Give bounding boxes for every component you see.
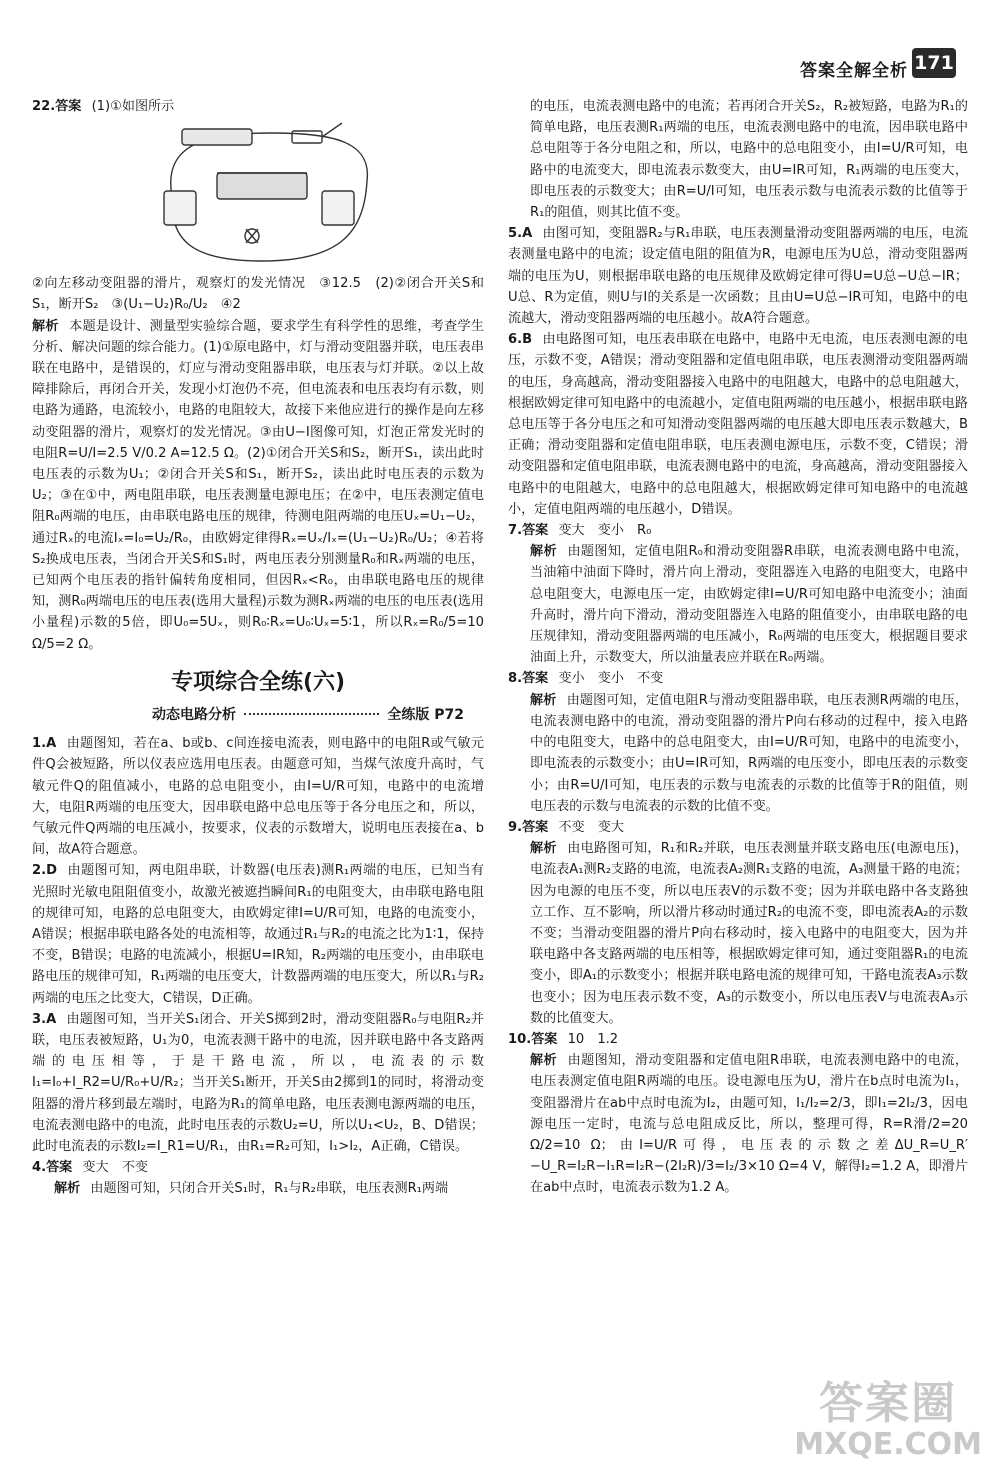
q10-analysis-text: 由题图知，滑动变阻器和定值电阻R串联，电流表测电路中的电流，电压表测定值电阻R两端的电压。设电源电压为U，滑片在b点时电流为I₁，变阻器滑片在ab中点时电流为I₂，由题可知，I₁/I₂=2/3，即I₁=2I₂/3，因电源电压一定时，电流与总电阻成反比，所以，整理可得，R=R滑/2=20 Ω/2=10 Ω；由I=U/R可得，电压表的示数之差ΔU_R=U_R′−U_R=I₂R−I₁R=I₂R−(2I₂R)/3=I₂/3×10 Ω=4 V，解得I₂=1.2 A，即滑片在ab中点时，电流表示数为1.2 A。: [530, 1053, 969, 1196]
q9-analysis: [508, 838, 968, 1029]
q2-text: 由题图可知，两电阻串联，计数器(电压表)测R₁两端的电压，已知当有光照时光敏电阻阻值变小，故激光被遮挡瞬间R₁的电阻变大，由串联电路电阻的规律可知，电路的总电阻变大，由欧姆定律I=U/R可知，电路的电流变小，A错误；根据串联电路各处的电流相等，故通过R₁与R₂的电流之比为1∶1，保持不变，B错误；电路的电流减小，根据U=IR知，R₂两端的电压变小，由串联电路电压的规律可知，R₁两端的电压变大，计数器两端的电压变大，所以R₁与R₂两端的电压之比变大，C错误，D正确。: [32, 863, 484, 1006]
q10-answer-text: 10 1.2: [567, 1031, 619, 1047]
q4-analysis: [32, 1178, 484, 1199]
circuit-diagram: [152, 121, 382, 271]
q9-label: 9.答案: [508, 819, 549, 835]
q4-label: 4.答案: [32, 1160, 73, 1176]
q10-analysis-label: 解析: [530, 1053, 557, 1069]
q5: [508, 223, 968, 329]
q8-analysis-text: 由题图可知，定值电阻R与滑动变阻器串联，电压表测R两端的电压，电流表测电路中的电流，滑动变阻器的滑片P向右移动的过程中，接入电路中的电阻变大，电路中的总电阻变大，由I=U/R可知，电路中的电流变小，即电流表的示数变小；由U=IR可知，R两端的电压变小，即电压表的示数变小；由R=U/I可知，电压表的示数与电流表的示数的比值等于R的阻值，则电压表的示数与电流表的示数的比值不变。: [530, 692, 968, 814]
dotted-leader: [244, 713, 379, 715]
q8-analysis-label: 解析: [530, 692, 557, 708]
left-column: [32, 96, 484, 1200]
q7-analysis-text: 由题图知，定值电阻R₀和滑动变阻器R串联，电流表测电路中电流，当油箱中油面下降时，滑片向上滑动，变阻器连入电路的电阻变大，电路中总电阻变大，电源电压一定，由欧姆定律I=U/R可知电路中电流变小；油面升高时，滑片向下滑动，滑动变阻器连入电路的阻值变小，由串联电路的电压规律知，滑动变阻器两端的电压减小，R₀两端的电压变大，根据题目要求油面上升，示数变大，所以油量表应并联在R₀两端。: [530, 544, 969, 666]
q6-label: 6.B: [508, 332, 533, 348]
header-title: 答案全解全析: [800, 61, 908, 81]
q9-answer: [508, 817, 968, 838]
q1-label: 1.A: [32, 736, 57, 752]
q1-text: 由题图知，若在a、b或b、c间连接电流表，则电路中的电阻R或气敏元件Q会被短路，所以仪表应选用电压表。由题意可知，当煤气浓度升高时，气敏元件Q的阻值减小，电路的总电阻变小，由I=U/R可知，电路中的电流增大，电阻R两端的电压变大，因串联电路中总电压等于各分电压之和，所以，气敏元件Q两端的电压减小，按要求，仪表的示数增大，说明电压表接在a、b间，故A符合题意。: [32, 736, 484, 858]
q10-analysis: [508, 1050, 968, 1198]
q22-analysis: [32, 316, 484, 655]
q1: [32, 733, 484, 860]
q9-analysis-label: 解析: [530, 841, 557, 857]
watermark-logo: 答案圈: [819, 1377, 958, 1429]
section-page-ref: 全练版 P72: [387, 707, 464, 724]
q22-analysis-text: 本题是设计、测量型实验综合题，要求学生有科学性的思维，考查学生分析、解决问题的综合能力。(1)①原电路中，灯与滑动变阻器并联，电压表串联在电路中，是错误的，灯应与滑动变阻器串联，电压表与灯并联。②以上故障排除后，再闭合开关，发现小灯泡仍不亮，但电流表和电压表均有示数，则电路为通路，电流较小，电路的电阻较大，故接下来他应进行的操作是向左移动变阻器的滑片，观察灯的发光情况。③由U−I图像可知，灯泡正常发光时的电阻R=U/I=2.5 V/0.2 A=12.5 Ω。(2)①闭合开关S和S₂，断开S₁，读出此时电压表的示数为U₁；②闭合开关S和S₁，断开S₂，读出此时电压表的示数为U₂；③在①中，两电阻串联，电压表测量电源电压；在②中，电压表测定值电阻R₀两端的电压，由串联电路电压的规律，待测电阻两端的电压Uₓ=U₁−U₂，通过Rₓ的电流Iₓ=I₀=U₂/R₀，由欧姆定律得Rₓ=Uₓ/Iₓ=(U₁−U₂)R₀/U₂；④若将S₂换成电压表，当闭合开关S和S₁时，两电压表分别测量R₀和Rₓ两端的电压，已知两个电压表的指针偏转角度相同，但因Rₓ<R₀，由串联电路电压的规律知，测R₀两端电压的电压表(选用大量程)示数为测Rₓ两端的电压的电压表(选用小量程)示数的5倍，即U₀=5Uₓ，则R₀∶Rₓ=U₀∶Uₓ=5∶1，所以Rₓ=R₀/5=10 Ω/5=2 Ω。: [32, 318, 485, 652]
q4-answer: [32, 1157, 484, 1178]
q22-answer: [32, 96, 484, 117]
q10-label: 10.答案: [508, 1031, 558, 1047]
q5-label: 5.A: [508, 226, 533, 242]
q3-label: 3.A: [32, 1011, 57, 1027]
q22-answer-part1: (1)①如图所示: [91, 99, 175, 114]
q2-label: 2.D: [32, 863, 57, 879]
q8-answer: [508, 668, 968, 689]
q8-answer-text: 变小 变小 不变: [558, 671, 664, 687]
q4-answer-text: 变大 不变: [82, 1160, 148, 1176]
watermark: [794, 1377, 982, 1462]
q9-answer-text: 不变 变大: [558, 819, 624, 835]
section-topic: 动态电路分析: [152, 707, 236, 724]
q22-answer-part2: ②向左移动变阻器的滑片，观察灯的发光情况 ③12.5 (2)②闭合开关S和S₁，断开S₂ ③(U₁−U₂)R₀/U₂ ④2: [32, 276, 484, 313]
q9-analysis-text: 由电路图可知，R₁和R₂并联，电压表测量并联支路电压(电源电压)，电流表A₁测R₂支路的电流，电流表A₂测R₁支路的电流，A₃测量干路的电流；因为电源的电压不变，所以电压表V的示数不变；因为并联电路中各支路独立工作、互不影响，所以滑片移动时通过R₂的电流不变，即电流表A₂的示数不变；当滑动变阻器的滑片P向右移动时，接入电路中的电阻变大，因为并联电路中各支路两端的电压相等，根据欧姆定律可知，通过变阻器R₁的电流变小，即A₁的示数变小；根据并联电路电流的规律可知，干路电流表A₃示数也变小；因为电压表示数不变，A₃的示数变小，所以电压表V与电流表A₃示数的比值变大。: [530, 841, 968, 1026]
q22-label: 22.答案: [32, 99, 82, 114]
q7-analysis-label: 解析: [530, 544, 557, 560]
q7-answer: [508, 520, 968, 541]
section-title: 专项综合全练(六): [170, 669, 346, 695]
q8-analysis: [508, 690, 968, 817]
q7-analysis: [508, 541, 968, 668]
section-subtitle: [32, 704, 484, 727]
q4-analysis-text: 由题图可知，只闭合开关S₁时，R₁与R₂串联，电压表测R₁两端: [90, 1181, 449, 1197]
q8-label: 8.答案: [508, 671, 549, 687]
right-column: [508, 96, 968, 1199]
q3-text: 由题图可知，当开关S₁闭合、开关S掷到2时，滑动变阻器R₀与电阻R₂并联，电压表被短路，U₁为0，电流表测干路中的电流，因并联电路中各支路两端的电压相等，于是干路电流，所以，电流表的示数I₁=I₀+I_R2=U/R₀+U/R₂；当开关S₁断开，开关S由2掷到1的同时，将滑动变阻器的滑片移到最左端时，电路为R₁的简单电路，电压表测电源两端的电压，电流表测电路中的电流，此时电压表的示数U₂=U，所以U₁<U₂，B、D错误；此时电流表的示数I₂=I_R1=U/R₁，由R₁=R₂可知，I₁>I₂，A正确，C错误。: [32, 1011, 484, 1155]
q4-continuation: 的电压，电流表测电路中的电流；若再闭合开关S₂，R₂被短路，电路为R₁的简单电路，电压表测R₁两端的电压，电流表测电路中的电流，因串联电路中总电阻等于各分电阻之和，所以，电路中的总电阻变小，由I=U/R可知，电路中的电流变大，即电流表示数变大，由U=IR可知，R₁两端的电压变大，即电压表的示数变大；由R=U/I可知，电压表示数与电流表示数的比值等于R₁的阻值，则其比值不变。: [530, 99, 968, 221]
watermark-url: MXQE.COM: [794, 1427, 982, 1462]
q7-label: 7.答案: [508, 523, 549, 539]
q6: [508, 329, 968, 520]
q2: [32, 860, 484, 1008]
q3: [32, 1009, 484, 1157]
q5-text: 由图可知，变阻器R₂与R₁串联，电压表测量滑动变阻器两端的电压，电流表测量电路中的电流；设定值电阻的阻值为R，电源电压为U总，滑动变阻器两端的电压为U，则根据串联电路的电压规律及欧姆定律可得U=U总−U总−IR；U总、R为定值，则U与I的关系是一次函数；且由U=U总−IR可知，电路中的电流越大，滑动变阻器两端的电压越小。故A符合题意。: [508, 226, 968, 327]
page-number: 171: [912, 48, 956, 78]
q6-text: 由电路图可知，电压表串联在电路中，电路中无电流，电压表测电源的电压，示数不变，A错误；滑动变阻器和定值电阻串联，电压表测滑动变阻器两端的电压，身高越高，滑动变阻器接入电路中的电阻越大，电路中的总电阻越大，根据欧姆定律可知电路中的电流越小，定值电阻两端的电压越小，根据串联电路总电压等于各分电压之和可知滑动变阻器两端的电压越大即电压表示数越大，B正确；滑动变阻器和定值电阻串联，电压表测电源电压，示数不变，C错误；滑动变阻器和定值电阻串联，电流表测电路中的电流，身高越高，滑动变阻器接入电路中的电阻越大，电路中的总电阻越大，根据欧姆定律可知电路中的电流越小，定值电阻两端的电压越小，D错误。: [508, 332, 968, 517]
q7-answer-text: 变大 变小 R₀: [558, 523, 652, 539]
q4-analysis-label: 解析: [54, 1181, 81, 1197]
q22-analysis-label: 解析: [32, 318, 59, 334]
q10-answer: [508, 1029, 968, 1050]
page-header: [0, 0, 1000, 96]
